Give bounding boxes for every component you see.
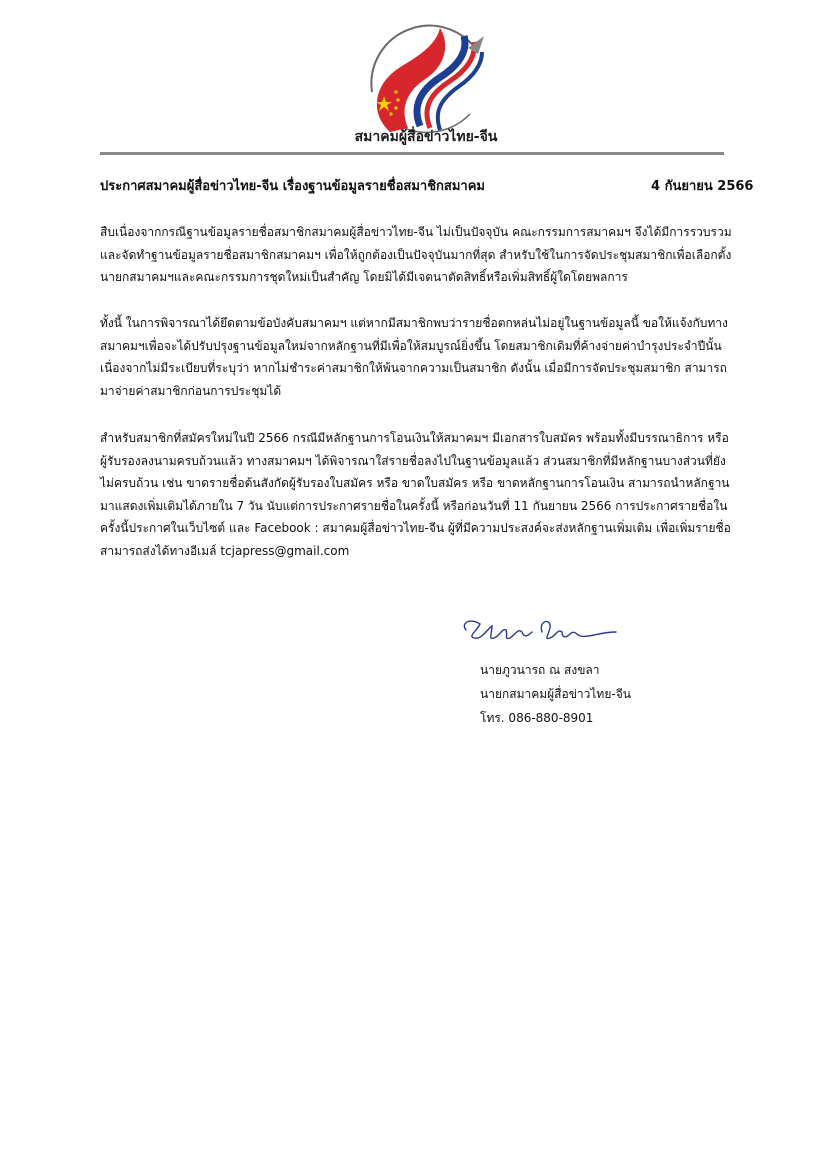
signer-name: นายภูวนารถ ณ สงขลา <box>480 663 600 677</box>
signer-block <box>480 658 631 730</box>
paragraph-line: สำหรับสมาชิกที่สมัครใหม่ในปี 2566 กรณีมีหลักฐานการโอนเงินให้สมาคมฯ มีเอกสารใบสมัคร พร้อมทั้งมีบรรณาธิการ หรือ <box>100 431 729 445</box>
signer-phone: โทร. 086-880-8901 <box>480 711 594 725</box>
paragraph-1 <box>100 221 768 289</box>
header-divider <box>100 152 724 155</box>
announcement-title: ประกาศสมาคมผู้สื่อข่าวไทย-จีน เรื่องฐานข้อมูลรายชื่อสมาชิกสมาคม <box>100 179 485 194</box>
paragraph-2 <box>100 312 768 402</box>
paragraph-line: สืบเนื่องจากกรณีฐานข้อมูลรายชื่อสมาชิกสมาคมผู้สื่อข่าวไทย-จีน ไม่เป็นปัจจุบัน คณะกรรมการสมาคมฯ จึงได้มีการรวบรวม <box>100 225 732 239</box>
paragraph-line: เนื่องจากไม่มีระเบียบที่ระบุว่า หากไม่ชำระค่าสมาชิกให้พ้นจากความเป็นสมาชิก ดังนั้น เมื่อมีการจัดประชุมสมาชิก สามารถ <box>100 361 727 375</box>
paragraph-line: ทั้งนี้ ในการพิจารณาได้ยึดตามข้อบังคับสมาคมฯ แต่หากมีสมาชิกพบว่ารายชื่อตกหล่นไม่อยู่ในฐานข้อมูลนี้ ขอให้แจ้งกับทาง <box>100 316 728 330</box>
paragraph-line: ไม่ครบถ้วน เช่น ขาดรายชื่อต้นสังกัดผู้รับรองใบสมัคร หรือ ขาดใบสมัคร หรือ ขาดหลักฐานการโอนเงิน สามารถนำหลักฐาน <box>100 476 730 490</box>
paragraph-line: มาแสดงเพิ่มเติมได้ภายใน 7 วัน นับแต่การประกาศรายชื่อในครั้งนี้ หรือก่อนวันที่ 11 กันยายน 2566 การประกาศรายชื่อใน <box>100 498 728 513</box>
paragraph-line: นายกสมาคมฯและคณะกรรมการชุดใหม่เป็นสำคัญ โดยมิได้มีเจตนาตัดสิทธิ์หรือเพิ่มสิทธิ์ผู้ใดโดยพลการ <box>100 270 628 284</box>
paragraph-line: สามารถส่งได้ทางอีเมล์ tcjapress@gmail.com <box>100 543 350 558</box>
paragraph-line: ผู้รับรองลงนามครบถ้วนแล้ว ทางสมาคมฯ ได้พิจารณาใส่รายชื่อลงไปในฐานข้อมูลแล้ว ส่วนสมาชิกที่มีหลักฐานบางส่วนที่ยัง <box>100 453 726 468</box>
announcement-date: 4 กันยายน 2566 <box>651 179 754 194</box>
paragraph-3 <box>100 427 768 562</box>
paragraph-line: มาจ่ายค่าสมาชิกก่อนการประชุมได้ <box>100 383 282 398</box>
paragraph-line: ครั้งนี้ประกาศในเว็บไซต์ และ Facebook : สมาคมผู้สื่อข่าวไทย-จีน ผู้ที่มีความประสงค์จะส่งหลักฐานเพิ่มเติม เพื่อเพิ่มรายชื่อ <box>100 521 731 535</box>
signer-position: นายกสมาคมผู้สื่อข่าวไทย-จีน <box>480 687 631 701</box>
association-name: สมาคมผู้สื่อข่าวไทย-จีน <box>354 129 498 145</box>
handwritten-signature-icon <box>458 610 628 650</box>
paragraph-line: และจัดทำฐานข้อมูลรายชื่อสมาชิกสมาคมฯ เพื่อให้ถูกต้องเป็นปัจจุบันมากที่สุด สำหรับใช้ในการจัดประชุมสมาชิกเพื่อเลือกตั้ง <box>100 247 732 262</box>
paragraph-line: สมาคมฯเพื่อจะได้ปรับปรุงฐานข้อมูลใหม่จากหลักฐานที่มีเพื่อให้สมบูรณ์ยิ่งขึ้น โดยสมาชิกเดิมที่ค้างจ่ายค่าบำรุงประจำปีนั้น <box>100 338 722 353</box>
